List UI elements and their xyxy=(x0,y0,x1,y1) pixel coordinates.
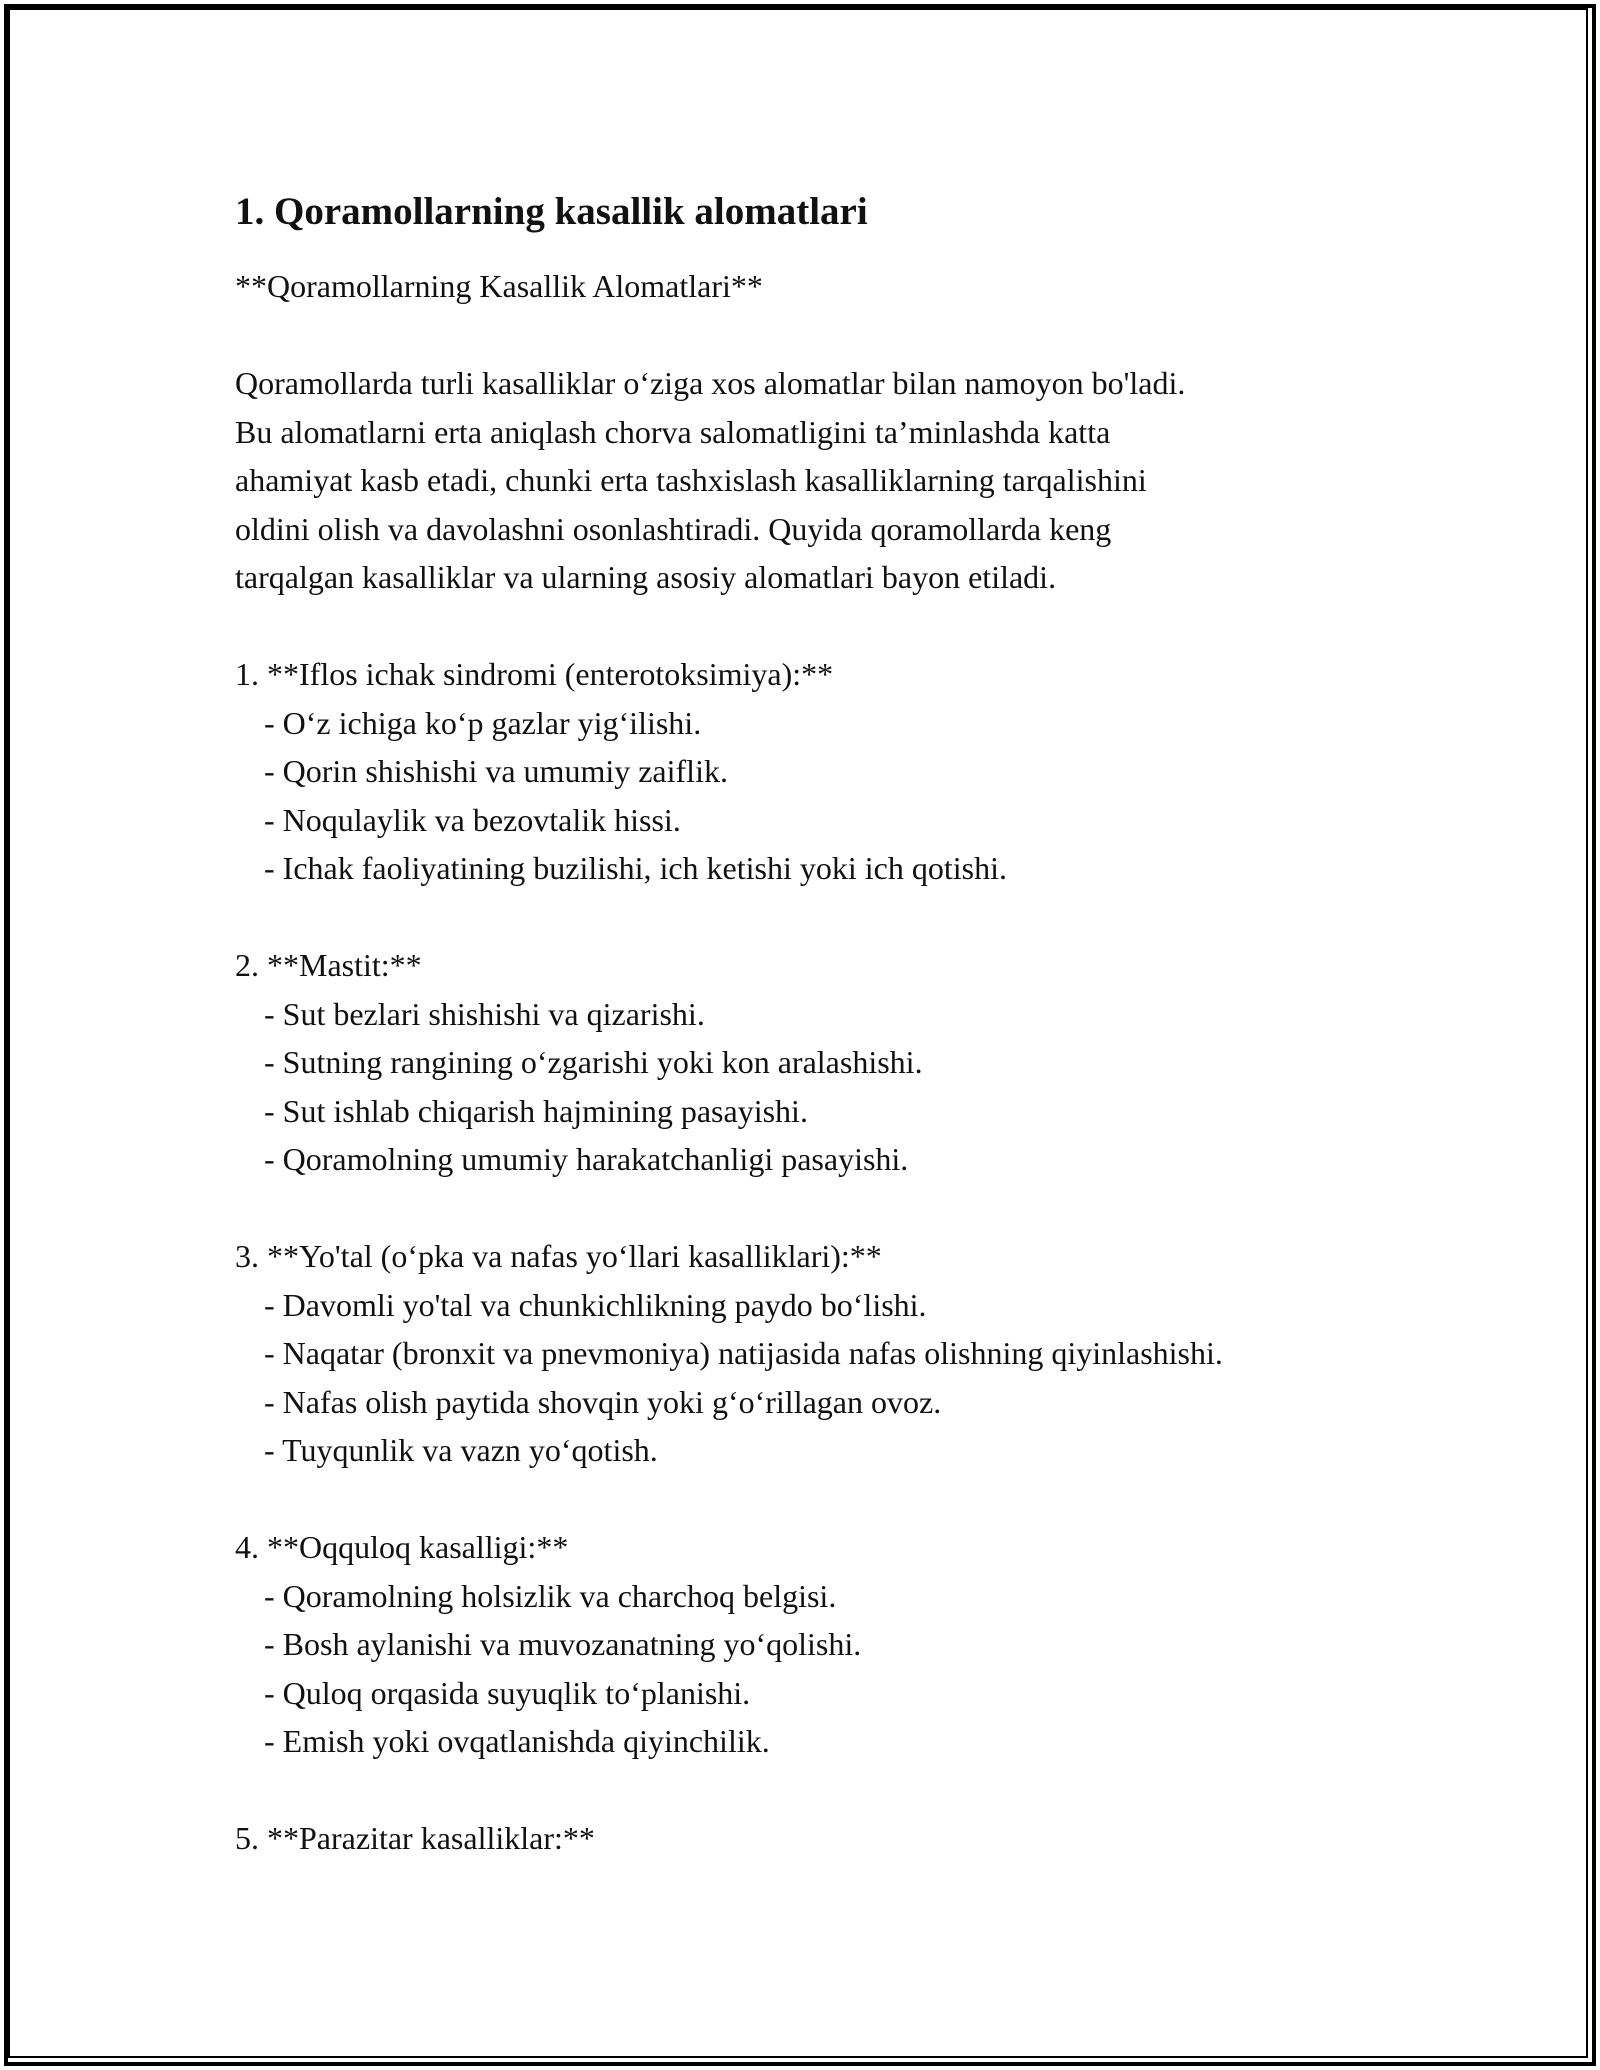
document-subtitle: **Qoramollarning Kasallik Alomatlari** xyxy=(235,268,763,304)
list-item: - Nafas olish paytida shovqin yoki g‘o‘rillagan ovoz. xyxy=(264,1383,942,1420)
intro-line: Qoramollarda turli kasalliklar o‘ziga xos alomatlar bilan namoyon bo'ladi. xyxy=(235,365,1186,401)
list-item: - O‘z ichiga ko‘p gazlar yig‘ilishi. xyxy=(264,704,702,741)
list-item: - Bosh aylanishi va muvozanatning yo‘qolishi. xyxy=(264,1626,862,1662)
intro-line: oldini olish va davolashni osonlashtiradi. Quyida qoramollarda keng xyxy=(235,510,1112,547)
list-item: - Davomli yo'tal va chunkichlikning paydo bo‘lishi. xyxy=(264,1286,927,1323)
section-heading: 3. **Yo'tal (o‘pka va nafas yo‘llari kasalliklari):** xyxy=(235,1238,882,1274)
list-item: - Sut bezlari shishishi va qizarishi. xyxy=(264,995,705,1032)
list-item: - Quloq orqasida suyuqlik to‘planishi. xyxy=(264,1674,751,1711)
section-1 xyxy=(235,650,1435,893)
list-item: - Qoramolning holsizlik va charchoq belgisi. xyxy=(264,1577,837,1614)
list-item: - Naqatar (bronxit va pnevmoniya) natijasida nafas olishning qiyinlashishi. xyxy=(264,1335,1223,1371)
document-title: 1. Qoramollarning kasallik alomatlari xyxy=(235,190,868,233)
section-4 xyxy=(235,1523,1435,1766)
list-item: - Noqulaylik va bezovtalik hissi. xyxy=(264,801,681,838)
section-3 xyxy=(235,1232,1435,1475)
section-2 xyxy=(235,941,1435,1184)
list-item: - Tuyqunlik va vazn yo‘qotish. xyxy=(264,1432,658,1468)
list-item: - Sutning rangining o‘zgarishi yoki kon aralashishi. xyxy=(264,1044,923,1080)
intro-paragraph xyxy=(235,359,1435,602)
intro-line: ahamiyat kasb etadi, chunki erta tashxislash kasalliklarning tarqalishini xyxy=(235,462,1147,498)
section-heading: 1. **Iflos ichak sindromi (enterotoksimiya):** xyxy=(235,656,834,692)
list-item: - Qorin shishishi va umumiy zaiflik. xyxy=(264,753,728,789)
list-item: - Qoramolning umumiy harakatchanligi pasayishi. xyxy=(264,1141,909,1177)
section-heading: 5. **Parazitar kasalliklar:** xyxy=(235,1820,595,1856)
list-item: - Emish yoki ovqatlanishda qiyinchilik. xyxy=(264,1723,770,1759)
section-heading: 4. **Oqquloq kasalligi:** xyxy=(235,1529,569,1565)
intro-line: Bu alomatlarni erta aniqlash chorva salomatligini ta’minlashda katta xyxy=(235,413,1111,450)
list-item: - Sut ishlab chiqarish hajmining pasayishi. xyxy=(264,1092,808,1129)
section-5 xyxy=(235,1814,1435,1863)
section-heading: 2. **Mastit:** xyxy=(235,947,422,983)
list-item: - Ichak faoliyatining buzilishi, ich ketishi yoki ich qotishi. xyxy=(264,850,1007,886)
document-body xyxy=(235,186,1435,1863)
intro-line: tarqalgan kasalliklar va ularning asosiy alomatlari bayon etiladi. xyxy=(235,559,1057,595)
